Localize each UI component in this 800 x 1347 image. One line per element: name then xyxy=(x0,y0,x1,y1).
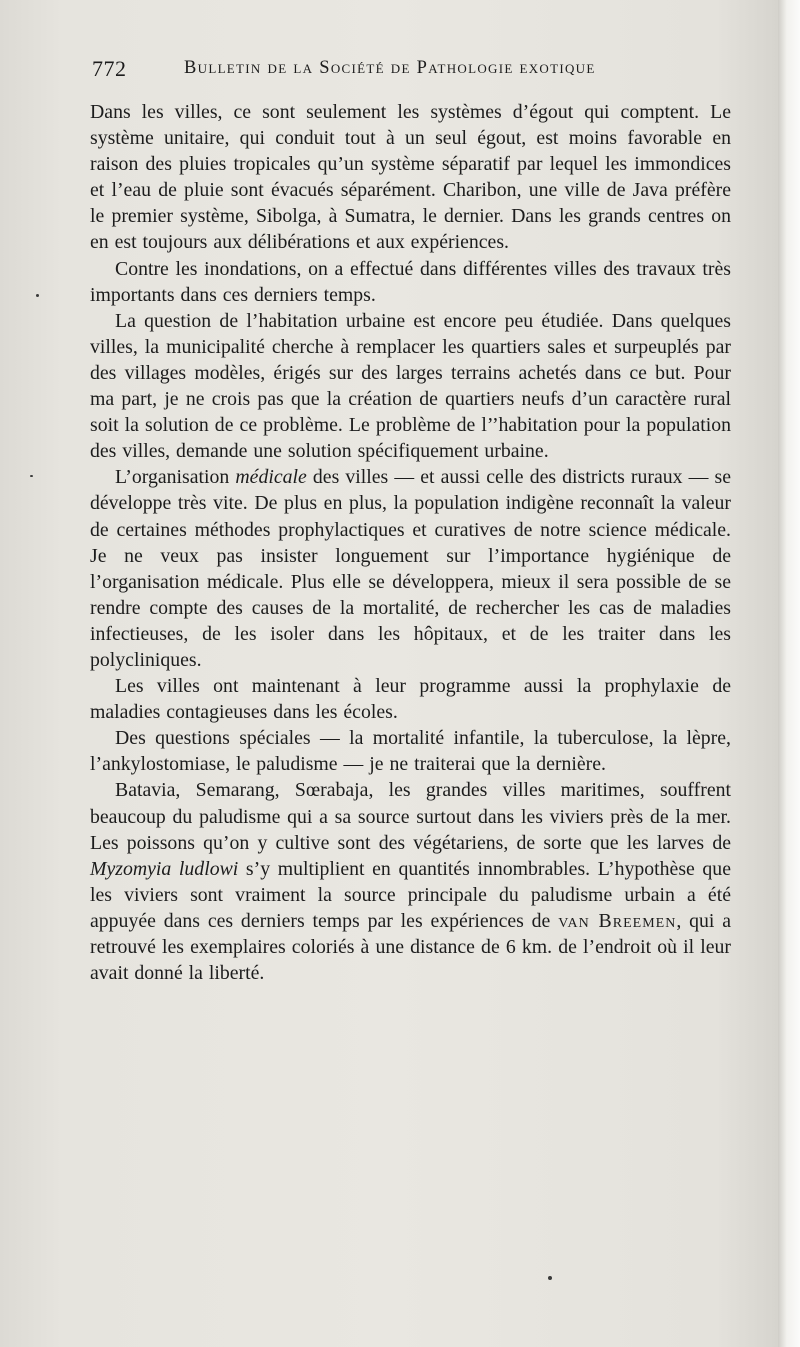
print-speck xyxy=(548,1276,552,1280)
species-name: Myzomyia ludlowi xyxy=(90,857,239,880)
paragraph-housing: La question de l’habitation urbaine est encore peu étudiée. Dans quelques villes, la municipalité cherche à remplacer les quartiers sales et surpeuplés par des villages modèles, érigés sur des larges terrains achetés dans ce but. Pour ma part, je ne crois pas que la création de quartiers neufs d’un caractère rural soit la solution de ce problème. Le problème de l’’habitation pour la population des villes, demande une solution spécifiquement urbaine. xyxy=(90,309,731,463)
text-run: , qui a retrouvé les exemplaires coloriés à une distance de 6 km. de l’endroit où il leur avait donné la liberté. xyxy=(90,909,731,985)
paragraph-special-questions: Des questions spéciales — la mortalité infantile, la tuberculose, la lèpre, l’ankylostomiase, le paludisme — je ne traiterai que la dernière. xyxy=(90,727,731,776)
paragraph-malaria xyxy=(90,777,731,986)
text-run: s’y multiplient en quantités innombrables. L’hypothèse que les viviers sont vraiment la source principale du paludisme urbain a été appuyée dans ces derniers temps par les expériences de xyxy=(90,857,731,932)
print-speck xyxy=(30,475,33,477)
page-header xyxy=(92,56,732,86)
print-speck xyxy=(36,294,39,297)
text-run: Batavia, Semarang, Sœrabaja, les grandes villes maritimes, souffrent beaucoup du paludisme qui a sa source surtout dans les viviers près de la mer. Les poissons qu’on y cultive sont des végétariens, de sorte que les larves de xyxy=(90,779,731,854)
page-edge xyxy=(778,0,800,1347)
running-head: Bulletin de la Société de Pathologie exotique xyxy=(184,58,596,78)
paragraph-school-prophylaxis: Les villes ont maintenant à leur programme aussi la prophylaxie de maladies contagieuses dans les écoles. xyxy=(90,675,731,724)
paragraph-sewers: Dans les villes, ce sont seulement les systèmes d’égout qui comptent. Le système unitaire, qui conduit tout à un seul égout, est moins favorable en raison des pluies tropicales qu’un système séparatif par lequel les immondices et l’eau de pluie sont évacués séparément. Charibon, une ville de Java préfère le premier système, Sibolga, à Sumatra, le dernier. Dans les grands centres on en est toujours aux délibérations et aux expériences. xyxy=(90,101,731,254)
paragraph-floods: Contre les inondations, on a effectué dans différentes villes des travaux très importants dans ces derniers temps. xyxy=(90,257,731,306)
author-name: van Breemen xyxy=(558,909,677,932)
text-run: L’organisation xyxy=(115,466,236,489)
text-run: des villes — et aussi celle des districts ruraux — se développe très vite. De plus en plus, la population indigène reconnaît la valeur de certaines méthodes prophylactiques et curatives de notre science médicale. Je ne veux pas insister longuement sur l’importance hygiénique de l’organisation médicale. Plus elle se développera, mieux il sera possible de se rendre compte des causes de la mortalité, de rechercher les cas de maladies infectieuses, de les isoler dans les hôpitaux, et de les traiter dans les polycliniques. xyxy=(90,466,731,671)
body-text xyxy=(90,99,731,986)
page-number: 772 xyxy=(92,56,127,81)
paragraph-medical-organisation xyxy=(90,464,731,673)
emphasis-medicale: médicale xyxy=(235,466,307,489)
